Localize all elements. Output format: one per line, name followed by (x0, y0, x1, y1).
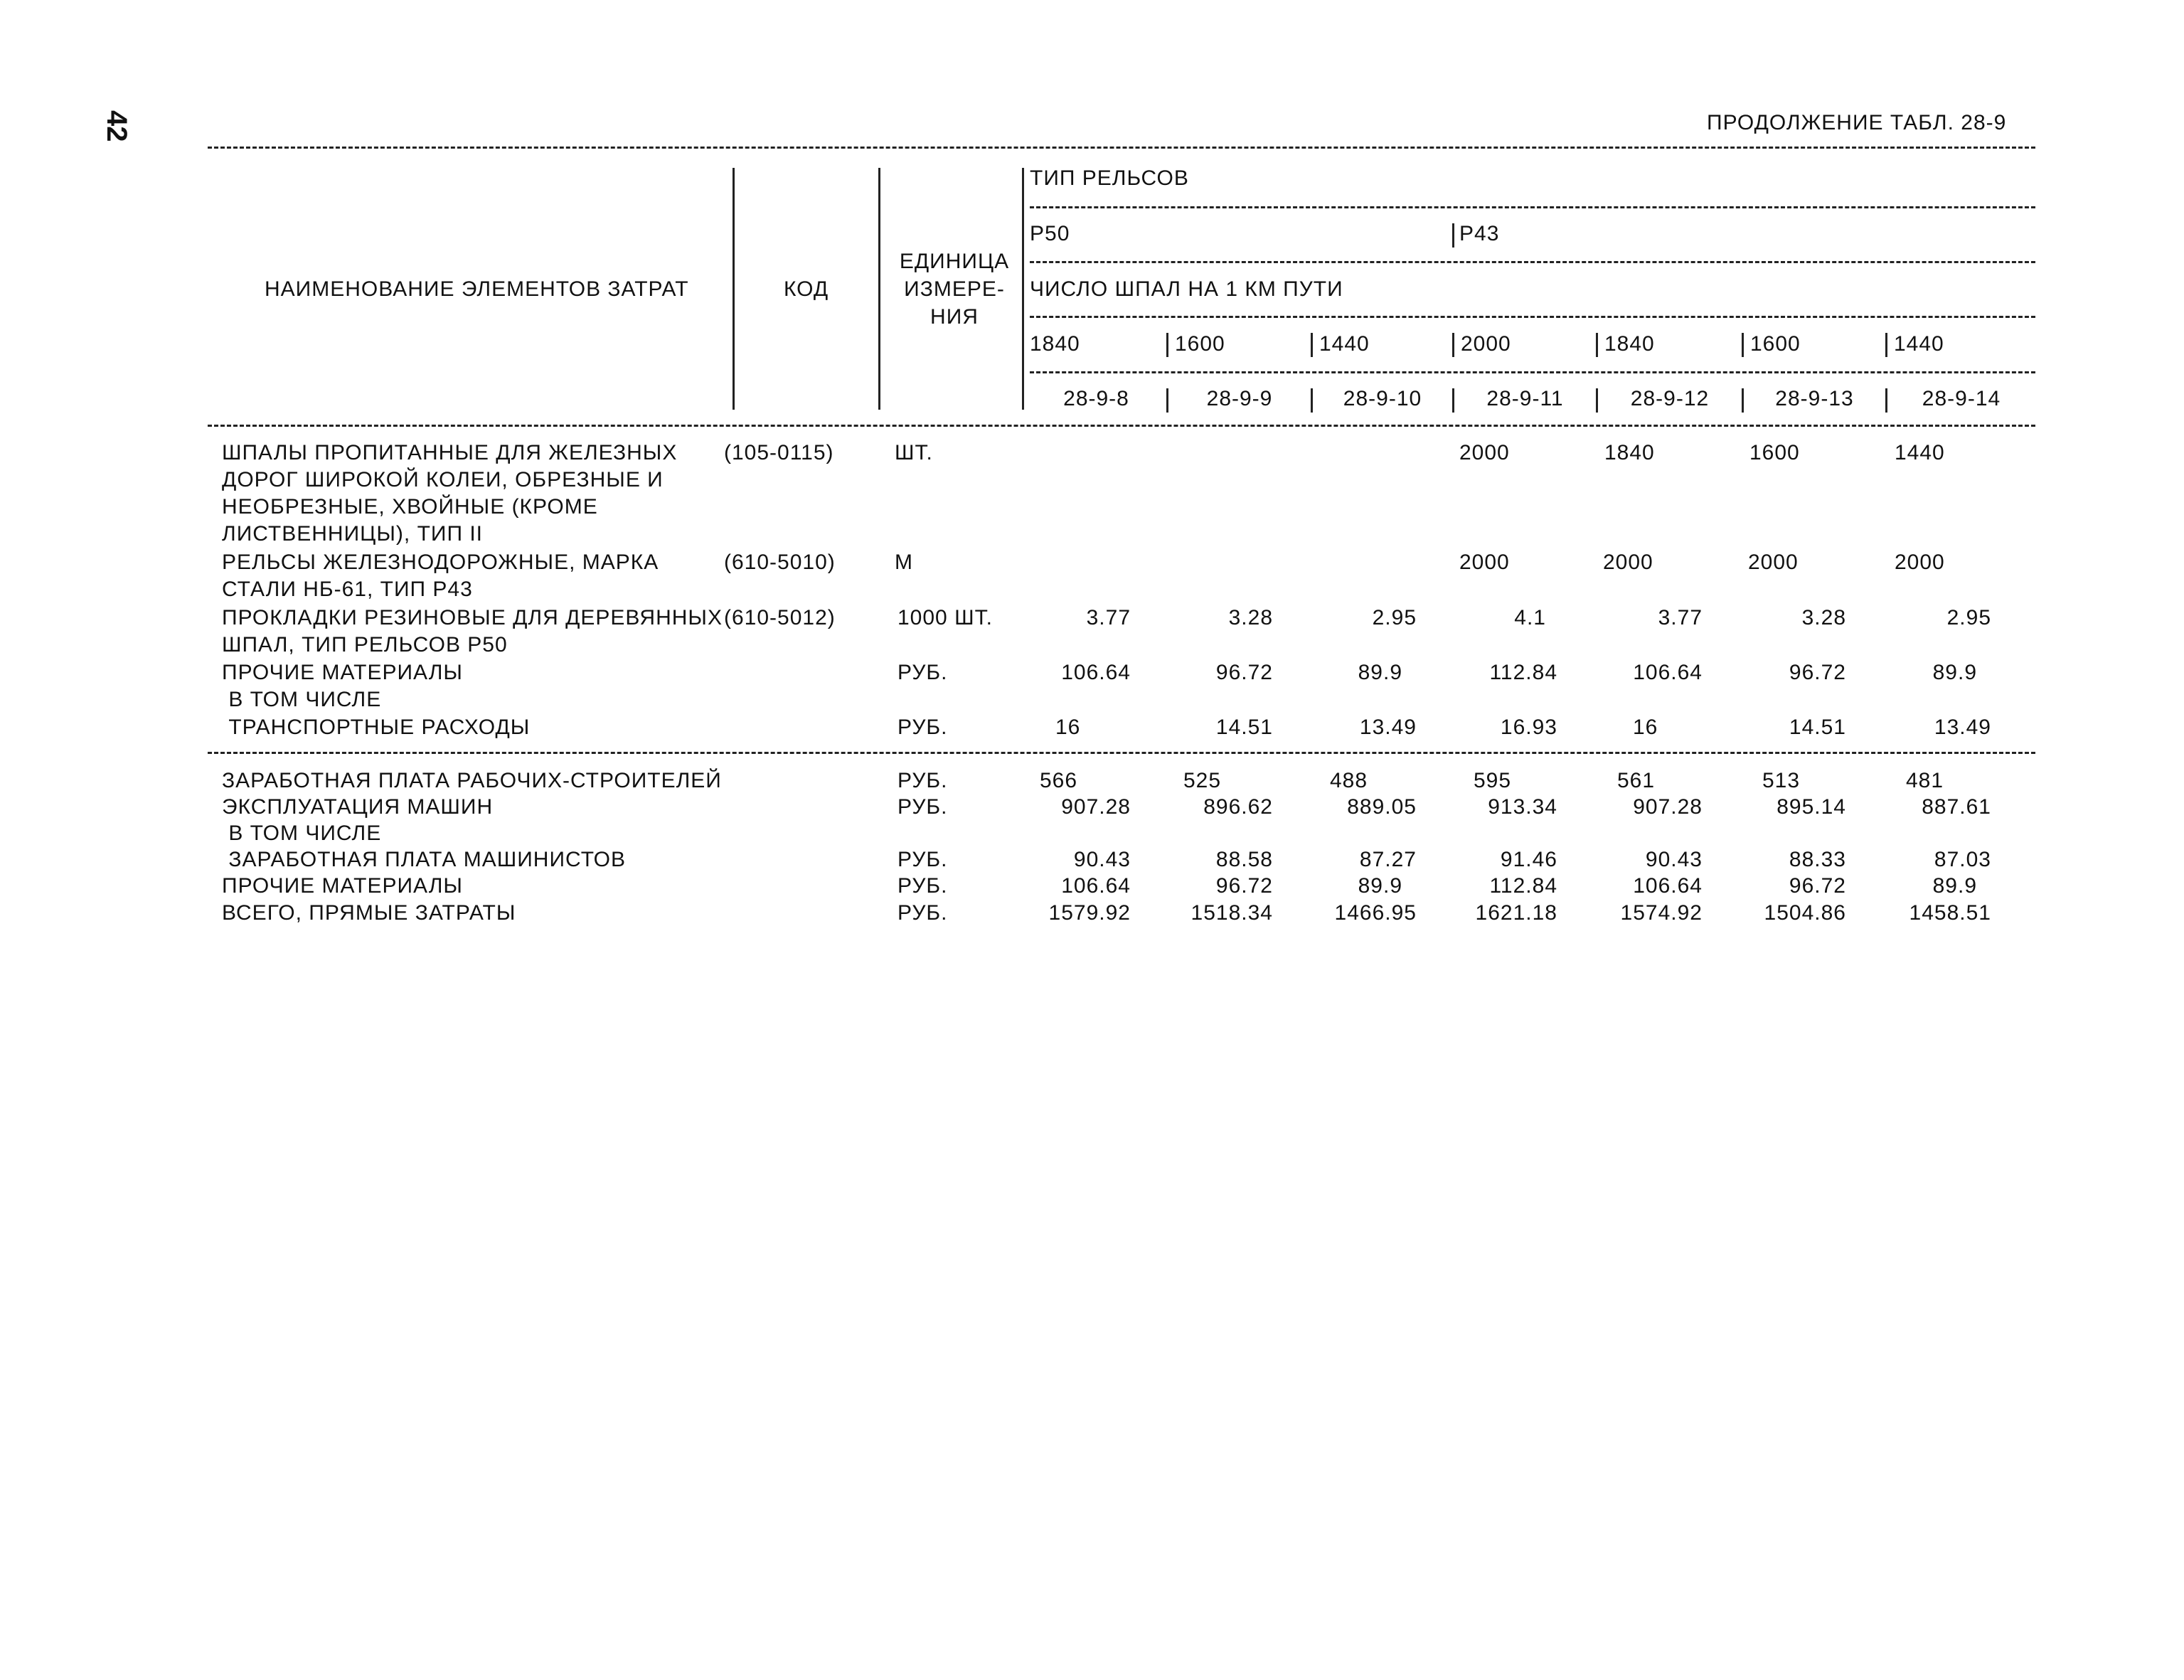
row-value: 89.9 (1358, 661, 1402, 684)
header-name: НАИМЕНОВАНИЕ ЭЛЕМЕНТОВ ЗАТРАТ (265, 277, 689, 301)
row-value: 88.33 (1789, 848, 1846, 871)
row-name-line: ШПАЛЫ ПРОПИТАННЫЕ ДЛЯ ЖЕЛЕЗНЫХ (222, 441, 678, 464)
row-value: 1621.18 (1475, 901, 1557, 925)
row-value: 566 (1040, 769, 1078, 792)
row-value: 488 (1330, 769, 1368, 792)
row-value: 561 (1617, 769, 1656, 792)
sleeper-divider-2 (1166, 333, 1168, 357)
row-unit: ШТ. (895, 441, 933, 464)
row-value: 481 (1906, 769, 1944, 792)
row-value: 91.46 (1500, 848, 1557, 871)
row-value: 2000 (1459, 551, 1510, 574)
row-code: (105-0115) (724, 441, 834, 464)
header-code: КОД (784, 277, 829, 301)
row-name: ПРОЧИЕ МАТЕРИАЛЫ (222, 874, 463, 898)
row-unit: М (895, 551, 913, 574)
row-value: 1466.95 (1334, 901, 1417, 925)
row-value: 112.84 (1489, 874, 1557, 898)
sleeper-count-2: 1600 (1175, 332, 1225, 356)
code-5: 28-9-12 (1630, 387, 1710, 410)
row-name-line: СТАЛИ НБ-61, ТИП Р43 (222, 578, 473, 601)
header-rule-3 (1030, 316, 2035, 318)
row-unit: РУБ. (897, 901, 948, 925)
sleeper-divider-7 (1885, 333, 1887, 357)
row-value: 88.58 (1215, 848, 1273, 871)
row-name: ЗАРАБОТНАЯ ПЛАТА РАБОЧИХ-СТРОИТЕЛЕЙ (222, 769, 722, 792)
row-value: 96.72 (1789, 661, 1846, 684)
row-value: 3.77 (1086, 606, 1131, 629)
sleeper-divider-4 (1452, 333, 1454, 357)
header-unit-line-3: НИЯ (930, 305, 979, 329)
row-name-line: ДОРОГ ШИРОКОЙ КОЛЕИ, ОБРЕЗНЫЕ И (222, 468, 664, 491)
row-value: 2000 (1748, 551, 1799, 574)
row-unit: РУБ. (897, 769, 948, 792)
row-value: 16 (1633, 716, 1658, 739)
row-value: 1518.34 (1190, 901, 1273, 925)
header-unit-line-1: ЕДИНИЦА (899, 250, 1010, 273)
row-value: 3.28 (1228, 606, 1273, 629)
header-divider-code (878, 168, 880, 410)
row-value: 907.28 (1061, 795, 1131, 819)
row-value: 90.43 (1645, 848, 1703, 871)
row-value: 89.9 (1932, 661, 1977, 684)
header-top-rule (208, 147, 2035, 149)
header-sleepers-per-km: ЧИСЛО ШПАЛ НА 1 КМ ПУТИ (1030, 277, 1343, 301)
row-name: ЭКСПЛУАТАЦИЯ МАШИН (222, 795, 494, 819)
row-name: В ТОМ ЧИСЛЕ (222, 822, 382, 845)
code-1: 28-9-8 (1063, 387, 1129, 410)
row-value: 112.84 (1489, 661, 1557, 684)
row-value: 87.27 (1359, 848, 1417, 871)
row-value: 1600 (1749, 441, 1800, 464)
row-value: 513 (1762, 769, 1801, 792)
row-name-line: ТРАНСПОРТНЫЕ РАСХОДЫ (222, 716, 531, 739)
row-value: 907.28 (1633, 795, 1703, 819)
row-value: 4.1 (1514, 606, 1546, 629)
row-value: 106.64 (1633, 661, 1703, 684)
code-3: 28-9-10 (1343, 387, 1422, 410)
row-value: 13.49 (1934, 716, 1991, 739)
header-rule-2 (1030, 261, 2035, 263)
row-value: 2.95 (1372, 606, 1417, 629)
row-value: 106.64 (1061, 661, 1131, 684)
header-rail-p43: Р43 (1459, 222, 1500, 245)
row-value: 90.43 (1073, 848, 1131, 871)
row-value: 913.34 (1488, 795, 1557, 819)
row-value: 889.05 (1347, 795, 1417, 819)
sleeper-count-3: 1440 (1319, 332, 1370, 356)
code-7: 28-9-14 (1922, 387, 2001, 410)
code-2: 28-9-9 (1206, 387, 1273, 410)
row-value: 895.14 (1777, 795, 1846, 819)
row-value: 96.72 (1215, 661, 1273, 684)
row-value: 106.64 (1061, 874, 1131, 898)
sleeper-count-4: 2000 (1461, 332, 1511, 356)
row-unit: РУБ. (897, 795, 948, 819)
header-bottom-rule (208, 425, 2035, 427)
row-name-line: ПРОКЛАДКИ РЕЗИНОВЫЕ ДЛЯ ДЕРЕВЯННЫХ (222, 606, 723, 629)
row-value: 595 (1474, 769, 1512, 792)
row-value: 1840 (1604, 441, 1655, 464)
row-value: 887.61 (1922, 795, 1991, 819)
row-value: 1574.92 (1620, 901, 1703, 925)
row-unit: РУБ. (897, 848, 948, 871)
row-name: ЗАРАБОТНАЯ ПЛАТА МАШИНИСТОВ (222, 848, 627, 871)
header-divider-rail-group (1452, 223, 1454, 248)
sleeper-divider-6 (1742, 333, 1744, 357)
row-value: 896.62 (1203, 795, 1273, 819)
row-value: 2000 (1459, 441, 1510, 464)
row-value: 2.95 (1946, 606, 1991, 629)
section-divider (208, 752, 2035, 754)
row-name-line: ПРОЧИЕ МАТЕРИАЛЫ (222, 661, 463, 684)
row-value: 96.72 (1789, 874, 1846, 898)
page-number: 42 (101, 110, 132, 142)
header-rule-4 (1030, 371, 2035, 373)
row-value: 89.9 (1932, 874, 1977, 898)
row-value: 16 (1055, 716, 1081, 739)
row-name-line: РЕЛЬСЫ ЖЕЛЕЗНОДОРОЖНЫЕ, МАРКА (222, 551, 659, 574)
row-name-line: ЛИСТВЕННИЦЫ), ТИП II (222, 522, 484, 546)
row-value: 87.03 (1934, 848, 1991, 871)
row-value: 3.28 (1801, 606, 1846, 629)
row-unit: РУБ. (897, 874, 948, 898)
row-name-line: В ТОМ ЧИСЛЕ (222, 688, 382, 711)
row-code: (610-5010) (724, 551, 836, 574)
header-unit-line-2: ИЗМЕРЕ- (904, 277, 1005, 301)
code-4: 28-9-11 (1486, 387, 1564, 410)
header-rail-type: ТИП РЕЛЬСОВ (1030, 166, 1189, 190)
row-value: 3.77 (1658, 606, 1703, 629)
row-value: 1440 (1895, 441, 1945, 464)
continuation-title: ПРОДОЛЖЕНИЕ ТАБЛ. 28-9 (1707, 111, 2007, 134)
sleeper-count-1: 1840 (1030, 332, 1080, 356)
sleeper-divider-5 (1596, 333, 1598, 357)
row-value: 13.49 (1359, 716, 1417, 739)
sleeper-divider-3 (1311, 333, 1313, 357)
sleeper-count-6: 1600 (1750, 332, 1801, 356)
row-code: (610-5012) (724, 606, 836, 629)
row-value: 16.93 (1500, 716, 1557, 739)
header-divider-name (733, 168, 735, 410)
row-unit: РУБ. (897, 661, 948, 684)
row-name-line: ШПАЛ, ТИП РЕЛЬСОВ Р50 (222, 633, 508, 656)
header-divider-unit (1022, 168, 1024, 410)
row-value: 1458.51 (1909, 901, 1991, 925)
row-unit: 1000 ШТ. (897, 606, 993, 629)
row-name-line: НЕОБРЕЗНЫЕ, ХВОЙНЫЕ (КРОМЕ (222, 495, 598, 519)
header-rule-1 (1030, 206, 2035, 208)
row-value: 14.51 (1789, 716, 1846, 739)
row-value: 525 (1183, 769, 1222, 792)
row-value: 1579.92 (1048, 901, 1131, 925)
row-name: ВСЕГО, ПРЯМЫЕ ЗАТРАТЫ (222, 901, 516, 925)
sleeper-count-5: 1840 (1604, 332, 1655, 356)
code-6: 28-9-13 (1775, 387, 1854, 410)
row-value: 14.51 (1215, 716, 1273, 739)
row-value: 89.9 (1358, 874, 1402, 898)
row-value: 2000 (1603, 551, 1653, 574)
header-rail-p50: Р50 (1030, 222, 1070, 245)
row-unit: РУБ. (897, 716, 948, 739)
row-value: 1504.86 (1764, 901, 1846, 925)
row-value: 106.64 (1633, 874, 1703, 898)
row-value: 96.72 (1215, 874, 1273, 898)
row-value: 2000 (1895, 551, 1945, 574)
sleeper-count-7: 1440 (1894, 332, 1944, 356)
